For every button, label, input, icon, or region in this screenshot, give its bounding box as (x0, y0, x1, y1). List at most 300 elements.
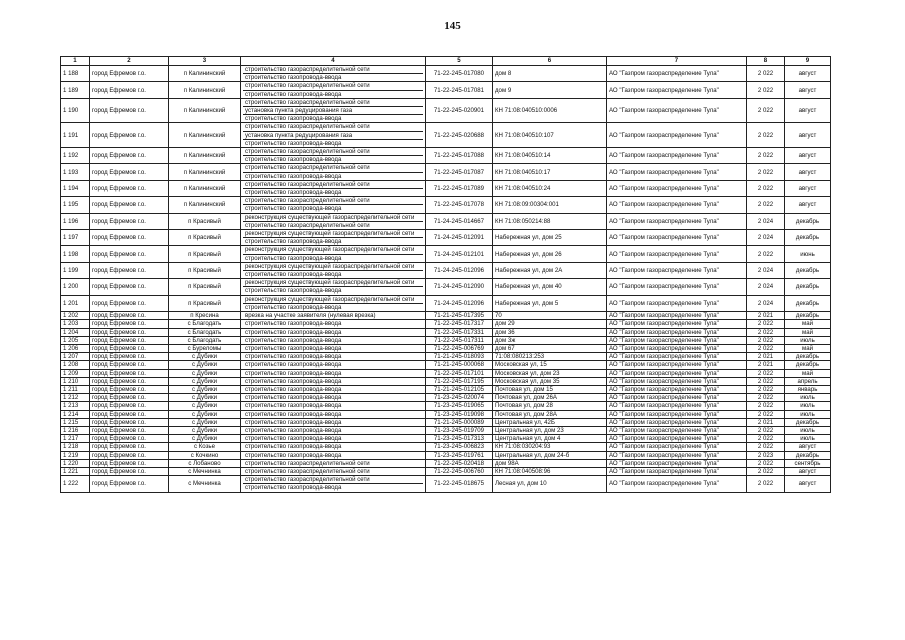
register-table (60, 56, 831, 493)
row-number-cell: 1 213 (61, 402, 90, 410)
work-item: строительство газопровода-ввода (245, 344, 342, 352)
code-cell: 71-23-245-019761 (426, 451, 493, 459)
city-cell: город Ефремов г.о. (90, 377, 169, 385)
city-cell: город Ефремов г.о. (90, 197, 169, 213)
place-cell: с Дубики (169, 435, 241, 443)
col-header: 7 (607, 57, 747, 66)
city-cell: город Ефремов г.о. (90, 82, 169, 98)
code-cell: 71-23-245-019098 (426, 410, 493, 418)
work-item: строительство газопровода-ввода (245, 156, 342, 164)
place-cell: с Благодать (169, 328, 241, 336)
city-cell: город Ефремов г.о. (90, 467, 169, 475)
address-cell: Московская ул, дом 23 (493, 369, 607, 377)
work-item: строительство газопровода-ввода (245, 394, 342, 402)
table-row (61, 123, 831, 148)
row-number-cell: 1 196 (61, 213, 90, 229)
row-number-cell: 1 193 (61, 164, 90, 180)
organization-cell: АО "Газпром газораспределение Тула" (607, 459, 747, 467)
col-header: 1 (61, 57, 90, 66)
page-number: 145 (444, 20, 461, 32)
organization-cell: АО "Газпром газораспределение Тула" (607, 369, 747, 377)
work-item: строительство газопровода-ввода (245, 353, 342, 361)
col-header: 3 (169, 57, 241, 66)
city-cell: город Ефремов г.о. (90, 279, 169, 295)
code-cell: 71-22-245-006760 (426, 467, 493, 475)
place-cell: с Лобаново (169, 459, 241, 467)
year-cell: 2 022 (747, 394, 785, 402)
work-item: строительство газопровода-ввода (245, 435, 342, 443)
organization-cell: АО "Газпром газораспределение Тула" (607, 402, 747, 410)
row-number-cell: 1 207 (61, 353, 90, 361)
row-number-cell: 1 198 (61, 246, 90, 262)
address-cell: Центральная ул, 42Б (493, 418, 607, 426)
address-cell: Набережная ул, дом 40 (493, 279, 607, 295)
organization-cell: АО "Газпром газораспределение Тула" (607, 164, 747, 180)
year-cell: 2 021 (747, 418, 785, 426)
row-number-cell: 1 214 (61, 410, 90, 418)
work-item: строительство газопровода-ввода (245, 205, 342, 213)
address-cell: Московская ул, дом 35 (493, 377, 607, 385)
city-cell: город Ефремов г.о. (90, 180, 169, 196)
year-cell: 2 022 (747, 148, 785, 164)
address-cell: КН 71:08:040510:107 (493, 123, 607, 148)
city-cell: город Ефремов г.о. (90, 402, 169, 410)
year-cell: 2 022 (747, 123, 785, 148)
address-cell: Набережная ул, дом 25 (493, 230, 607, 246)
work-item: строительство газопровода-ввода (245, 443, 342, 451)
works-cell (241, 295, 426, 311)
place-cell: п Красивый (169, 262, 241, 278)
address-cell: дом 8 (493, 66, 607, 82)
month-cell: декабрь (785, 230, 831, 246)
code-cell: 71-22-245-017195 (426, 377, 493, 385)
organization-cell: АО "Газпром газораспределение Тула" (607, 344, 747, 352)
work-item: строительство газораспределительной сети (243, 164, 423, 172)
table-row (61, 394, 831, 402)
table-row (61, 164, 831, 180)
row-number-cell: 1 215 (61, 418, 90, 426)
code-cell: 71-24-245-012096 (426, 295, 493, 311)
code-cell: 71-23-245-017313 (426, 435, 493, 443)
address-cell: КН 71:08:040510:24 (493, 180, 607, 196)
organization-cell: АО "Газпром газораспределение Тула" (607, 180, 747, 196)
code-cell: 71-23-245-019065 (426, 402, 493, 410)
city-cell: город Ефремов г.о. (90, 459, 169, 467)
code-cell: 71-22-245-017331 (426, 328, 493, 336)
address-cell: КН 71:08:040510:0006 (493, 98, 607, 123)
row-number-cell: 1 203 (61, 320, 90, 328)
city-cell: город Ефремов г.о. (90, 148, 169, 164)
work-item: строительство газораспределительной сети (243, 197, 423, 205)
year-cell: 2 022 (747, 435, 785, 443)
month-cell: июль (785, 435, 831, 443)
work-item: строительство газопровода-ввода (245, 426, 342, 434)
year-cell: 2 024 (747, 230, 785, 246)
work-item: строительство газопровода-ввода (245, 320, 342, 328)
works-cell (241, 394, 426, 402)
works-cell (241, 361, 426, 369)
works-cell (241, 320, 426, 328)
place-cell: с Буреломы (169, 344, 241, 352)
work-item: строительство газораспределительной сети (243, 148, 423, 156)
place-cell: п Калининский (169, 123, 241, 148)
work-item: реконструкция существующей газораспределительной сети (243, 214, 423, 222)
month-cell: август (785, 476, 831, 492)
month-cell: декабрь (785, 312, 831, 320)
place-cell: п Калининский (169, 82, 241, 98)
works-cell (241, 66, 426, 82)
works-cell (241, 213, 426, 229)
year-cell: 2 022 (747, 180, 785, 196)
city-cell: город Ефремов г.о. (90, 312, 169, 320)
table-row (61, 476, 831, 492)
code-cell: 71-22-245-017080 (426, 66, 493, 82)
year-cell: 2 022 (747, 98, 785, 123)
place-cell: п Калининский (169, 197, 241, 213)
code-cell: 71-23-245-019709 (426, 426, 493, 434)
row-number-cell: 1 221 (61, 467, 90, 475)
organization-cell: АО "Газпром газораспределение Тула" (607, 426, 747, 434)
place-cell: с Дубики (169, 377, 241, 385)
works-cell (241, 402, 426, 410)
city-cell: город Ефремов г.о. (90, 353, 169, 361)
col-header: 4 (241, 57, 426, 66)
works-cell (241, 98, 426, 123)
city-cell: город Ефремов г.о. (90, 361, 169, 369)
year-cell: 2 023 (747, 451, 785, 459)
table-row (61, 353, 831, 361)
year-cell: 2 022 (747, 410, 785, 418)
month-cell: декабрь (785, 279, 831, 295)
work-item: строительство газопровода-ввода (245, 369, 342, 377)
place-cell: с Мечнинка (169, 467, 241, 475)
work-item: строительство газораспределительной сети (243, 82, 423, 90)
place-cell: п Кресина (169, 312, 241, 320)
month-cell: май (785, 369, 831, 377)
address-cell: 71:08:080213:253 (493, 353, 607, 361)
works-cell (241, 377, 426, 385)
month-cell: декабрь (785, 295, 831, 311)
work-item: строительство газопровода-ввода (245, 115, 342, 123)
row-number-cell: 1 200 (61, 279, 90, 295)
code-cell: 71-24-245-012090 (426, 279, 493, 295)
works-cell (241, 328, 426, 336)
address-cell: Центральная ул, дом 24-б (493, 451, 607, 459)
row-number-cell: 1 216 (61, 426, 90, 434)
city-cell: город Ефремов г.о. (90, 295, 169, 311)
work-item: строительство газопровода-ввода (245, 418, 342, 426)
month-cell: декабрь (785, 451, 831, 459)
address-cell: Почтовая ул, дом 28А (493, 410, 607, 418)
organization-cell: АО "Газпром газораспределение Тула" (607, 312, 747, 320)
organization-cell: АО "Газпром газораспределение Тула" (607, 320, 747, 328)
works-cell (241, 246, 426, 262)
works-cell (241, 180, 426, 196)
organization-cell: АО "Газпром газораспределение Тула" (607, 353, 747, 361)
table-row (61, 402, 831, 410)
work-item: строительство газопровода-ввода (245, 328, 342, 336)
row-number-cell: 1 192 (61, 148, 90, 164)
work-item: строительство газораспределительной сети (243, 476, 423, 484)
place-cell: с Козье (169, 443, 241, 451)
work-item: строительство газораспределительной сети (245, 221, 370, 229)
month-cell: май (785, 320, 831, 328)
place-cell: п Красивый (169, 213, 241, 229)
organization-cell: АО "Газпром газораспределение Тула" (607, 418, 747, 426)
organization-cell: АО "Газпром газораспределение Тула" (607, 148, 747, 164)
row-number-cell: 1 191 (61, 123, 90, 148)
row-number-cell: 1 195 (61, 197, 90, 213)
row-number-cell: 1 189 (61, 82, 90, 98)
work-item: строительство газопровода-ввода (245, 238, 342, 246)
address-cell: КН 71:08:030204:93 (493, 443, 607, 451)
table-row (61, 66, 831, 82)
work-item: установка пункта редуцирования газа (243, 132, 423, 140)
city-cell: город Ефремов г.о. (90, 328, 169, 336)
year-cell: 2 022 (747, 320, 785, 328)
table-row (61, 246, 831, 262)
code-cell: 71-21-245-000068 (426, 361, 493, 369)
works-cell (241, 148, 426, 164)
works-cell (241, 230, 426, 246)
work-item: строительство газопровода-ввода (245, 336, 342, 344)
place-cell: п Калининский (169, 66, 241, 82)
month-cell: август (785, 82, 831, 98)
city-cell: город Ефремов г.о. (90, 426, 169, 434)
year-cell: 2 024 (747, 295, 785, 311)
works-cell (241, 164, 426, 180)
row-number-cell: 1 206 (61, 344, 90, 352)
organization-cell: АО "Газпром газораспределение Тула" (607, 410, 747, 418)
city-cell: город Ефремов г.о. (90, 476, 169, 492)
work-item: строительство газопровода-ввода (245, 271, 342, 279)
table-row (61, 312, 831, 320)
address-cell: КН 71:08:040510:17 (493, 164, 607, 180)
code-cell: 71-22-245-017101 (426, 369, 493, 377)
table-row (61, 410, 831, 418)
year-cell: 2 022 (747, 369, 785, 377)
year-cell: 2 022 (747, 467, 785, 475)
work-item: строительство газопровода-ввода (245, 189, 342, 197)
work-item: строительство газопровода-ввода (245, 361, 342, 369)
month-cell: август (785, 164, 831, 180)
organization-cell: АО "Газпром газораспределение Тула" (607, 262, 747, 278)
city-cell: город Ефремов г.о. (90, 418, 169, 426)
city-cell: город Ефремов г.о. (90, 246, 169, 262)
city-cell: город Ефремов г.о. (90, 213, 169, 229)
organization-cell: АО "Газпром газораспределение Тула" (607, 361, 747, 369)
month-cell: август (785, 180, 831, 196)
month-cell: июль (785, 402, 831, 410)
table-row (61, 451, 831, 459)
work-item: строительство газопровода-ввода (245, 172, 342, 180)
place-cell: с Дубики (169, 418, 241, 426)
place-cell: с Мечнинка (169, 476, 241, 492)
code-cell: 71-21-245-000089 (426, 418, 493, 426)
city-cell: город Ефремов г.о. (90, 123, 169, 148)
place-cell: п Красивый (169, 230, 241, 246)
row-number-cell: 1 209 (61, 369, 90, 377)
works-cell (241, 435, 426, 443)
place-cell: с Дубики (169, 410, 241, 418)
code-cell: 71-22-245-017088 (426, 148, 493, 164)
table-row (61, 328, 831, 336)
works-cell (241, 459, 426, 467)
works-cell (241, 369, 426, 377)
row-number-cell: 1 194 (61, 180, 90, 196)
year-cell: 2 022 (747, 476, 785, 492)
work-item: строительство газопровода-ввода (245, 385, 342, 393)
place-cell: с Дубики (169, 361, 241, 369)
month-cell: сентябрь (785, 459, 831, 467)
code-cell: 71-22-245-020688 (426, 123, 493, 148)
month-cell: апрель (785, 377, 831, 385)
table-row (61, 213, 831, 229)
work-item: строительство газораспределительной сети (243, 123, 423, 131)
address-cell: Центральная ул, дом 4 (493, 435, 607, 443)
table-row (61, 230, 831, 246)
col-header: 6 (493, 57, 607, 66)
address-cell: Набережная ул, дом 2А (493, 262, 607, 278)
city-cell: город Ефремов г.о. (90, 336, 169, 344)
city-cell: город Ефремов г.о. (90, 443, 169, 451)
place-cell: с Дубики (169, 385, 241, 393)
organization-cell: АО "Газпром газораспределение Тула" (607, 98, 747, 123)
work-item: реконструкция существующей газораспределительной сети (243, 230, 423, 238)
month-cell: август (785, 66, 831, 82)
table-row (61, 459, 831, 467)
month-cell: август (785, 443, 831, 451)
address-cell: Почтовая ул, дом 28 (493, 402, 607, 410)
table-row (61, 361, 831, 369)
works-cell (241, 426, 426, 434)
works-cell (241, 476, 426, 492)
row-number-cell: 1 204 (61, 328, 90, 336)
year-cell: 2 021 (747, 353, 785, 361)
work-item: реконструкция существующей газораспределительной сети (243, 279, 423, 287)
month-cell: июль (785, 394, 831, 402)
work-item: строительство газораспределительной сети (245, 467, 370, 475)
city-cell: город Ефремов г.о. (90, 98, 169, 123)
address-cell: Московская ул, 15 (493, 361, 607, 369)
works-cell (241, 279, 426, 295)
work-item: строительство газопровода-ввода (245, 410, 342, 418)
work-item: строительство газопровода-ввода (245, 287, 342, 295)
code-cell: 71-21-245-012105 (426, 385, 493, 393)
month-cell: июнь (785, 246, 831, 262)
row-number-cell: 1 217 (61, 435, 90, 443)
work-item: строительство газораспределительной сети (243, 181, 423, 189)
code-cell: 71-24-245-012091 (426, 230, 493, 246)
work-item: строительство газопровода-ввода (245, 254, 342, 262)
year-cell: 2 022 (747, 385, 785, 393)
organization-cell: АО "Газпром газораспределение Тула" (607, 476, 747, 492)
address-cell: дом 98А (493, 459, 607, 467)
place-cell: с Дубики (169, 353, 241, 361)
month-cell: декабрь (785, 361, 831, 369)
city-cell: город Ефремов г.о. (90, 320, 169, 328)
code-cell: 71-24-245-012096 (426, 262, 493, 278)
city-cell: город Ефремов г.о. (90, 262, 169, 278)
work-item: строительство газопровода-ввода (245, 303, 342, 311)
organization-cell: АО "Газпром газораспределение Тула" (607, 328, 747, 336)
place-cell: п Красивый (169, 295, 241, 311)
year-cell: 2 022 (747, 336, 785, 344)
organization-cell: АО "Газпром газораспределение Тула" (607, 197, 747, 213)
city-cell: город Ефремов г.о. (90, 66, 169, 82)
row-number-cell: 1 201 (61, 295, 90, 311)
month-cell: декабрь (785, 262, 831, 278)
works-cell (241, 353, 426, 361)
place-cell: с Благодать (169, 320, 241, 328)
work-item: строительство газораспределительной сети (243, 99, 423, 107)
year-cell: 2 022 (747, 426, 785, 434)
table-row (61, 197, 831, 213)
city-cell: город Ефремов г.о. (90, 344, 169, 352)
month-cell: май (785, 344, 831, 352)
code-cell: 71-22-245-006769 (426, 344, 493, 352)
row-number-cell: 1 220 (61, 459, 90, 467)
place-cell: п Красивый (169, 279, 241, 295)
row-number-cell: 1 212 (61, 394, 90, 402)
year-cell: 2 022 (747, 82, 785, 98)
table-row (61, 320, 831, 328)
work-item: строительство газораспределительной сети (245, 459, 370, 467)
organization-cell: АО "Газпром газораспределение Тула" (607, 66, 747, 82)
month-cell: август (785, 197, 831, 213)
table-row (61, 377, 831, 385)
place-cell: с Дубики (169, 402, 241, 410)
place-cell: с Кочкино (169, 451, 241, 459)
row-number-cell: 1 205 (61, 336, 90, 344)
place-cell: п Калининский (169, 98, 241, 123)
work-item: строительство газопровода-ввода (245, 451, 342, 459)
works-cell (241, 336, 426, 344)
row-number-cell: 1 208 (61, 361, 90, 369)
work-item: строительство газопровода-ввода (245, 90, 342, 98)
place-cell: с Благодать (169, 336, 241, 344)
organization-cell: АО "Газпром газораспределение Тула" (607, 451, 747, 459)
month-cell: июль (785, 410, 831, 418)
work-item: реконструкция существующей газораспределительной сети (243, 296, 423, 304)
city-cell: город Ефремов г.о. (90, 164, 169, 180)
address-cell: КН 71:08:040510:14 (493, 148, 607, 164)
work-item: строительство газопровода-ввода (245, 402, 342, 410)
city-cell: город Ефремов г.о. (90, 230, 169, 246)
works-cell (241, 82, 426, 98)
address-cell: дом 29 (493, 320, 607, 328)
address-cell: Набережная ул, дом 26 (493, 246, 607, 262)
address-cell: Набережная ул, дом 5 (493, 295, 607, 311)
month-cell: июль (785, 336, 831, 344)
work-item: строительство газопровода-ввода (245, 377, 342, 385)
col-header: 2 (90, 57, 169, 66)
work-item: установка пункта редуцирования газа (243, 107, 423, 115)
table-body (61, 66, 831, 493)
code-cell: 71-22-245-017317 (426, 320, 493, 328)
address-cell: КН 71:08:09:00304:001 (493, 197, 607, 213)
organization-cell: АО "Газпром газораспределение Тула" (607, 443, 747, 451)
year-cell: 2 022 (747, 246, 785, 262)
organization-cell: АО "Газпром газораспределение Тула" (607, 123, 747, 148)
city-cell: город Ефремов г.о. (90, 385, 169, 393)
city-cell: город Ефремов г.о. (90, 394, 169, 402)
work-item: врезка на участке заявителя (нулевая врезка) (245, 312, 376, 320)
month-cell: август (785, 467, 831, 475)
address-cell: дом 36 (493, 328, 607, 336)
month-cell: январь (785, 385, 831, 393)
month-cell: декабрь (785, 353, 831, 361)
